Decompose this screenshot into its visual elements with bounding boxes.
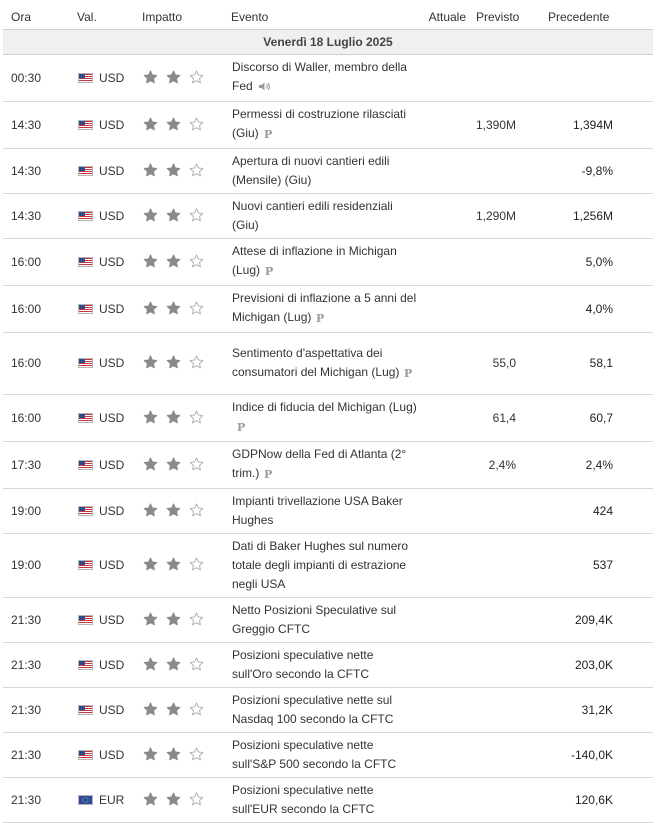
event-actual (417, 688, 476, 733)
event-impact (142, 395, 231, 442)
event-currency-cell (77, 598, 142, 643)
star-icon (189, 163, 204, 177)
event-currency-cell (77, 239, 142, 286)
us-flag-icon (78, 506, 93, 516)
event-time: 00:30 (3, 55, 77, 102)
event-forecast (476, 149, 534, 194)
star-icon (166, 355, 181, 369)
event-impact (142, 333, 231, 395)
star-icon (189, 503, 204, 517)
event-currency-cell (77, 333, 142, 395)
event-name-cell[interactable] (231, 194, 417, 239)
event-forecast: 61,4 (476, 395, 534, 442)
star-icon (189, 457, 204, 471)
event-currency-cell (77, 534, 142, 598)
event-currency-cell (77, 286, 142, 333)
header-previsto[interactable]: Previsto (476, 5, 534, 30)
event-name-cell[interactable] (231, 778, 417, 823)
event-currency-cell (77, 149, 142, 194)
star-icon (166, 557, 181, 571)
star-icon (143, 702, 158, 716)
event-impact (142, 55, 231, 102)
event-actual (417, 395, 476, 442)
us-flag-icon (78, 257, 93, 267)
event-name-cell[interactable] (231, 442, 417, 489)
event-time: 16:00 (3, 333, 77, 395)
event-actual (417, 534, 476, 598)
event-time: 14:30 (3, 149, 77, 194)
us-flag-icon (78, 460, 93, 470)
star-icon (143, 301, 158, 315)
event-name[interactable]: Attese di inflazione in Michigan (Lug) (232, 244, 397, 277)
us-flag-icon (78, 73, 93, 83)
event-forecast (476, 55, 534, 102)
event-currency: USD (99, 657, 125, 672)
event-currency: USD (99, 163, 125, 178)
event-row[interactable] (3, 643, 653, 688)
svg-text:P: P (404, 366, 413, 378)
star-icon (189, 410, 204, 424)
event-time: 16:00 (3, 395, 77, 442)
preliminary-p-icon (264, 126, 273, 145)
event-currency: USD (99, 747, 125, 762)
event-currency: USD (99, 301, 125, 316)
event-forecast: 2,4% (476, 442, 534, 489)
event-time: 19:00 (3, 489, 77, 534)
star-icon (166, 163, 181, 177)
us-flag-icon (78, 660, 93, 670)
star-icon (166, 117, 181, 131)
event-forecast (476, 778, 534, 823)
svg-text:P: P (263, 128, 272, 139)
event-currency: EUR (99, 792, 125, 807)
event-previous: 1,256M (534, 194, 653, 239)
star-icon (166, 410, 181, 424)
event-currency: USD (99, 558, 125, 572)
event-previous: -9,8% (534, 149, 653, 194)
event-previous: 537 (534, 534, 653, 598)
us-flag-icon (78, 211, 93, 221)
event-currency-cell (77, 395, 142, 442)
star-icon (143, 557, 158, 571)
star-icon (143, 457, 158, 471)
event-impact (142, 442, 231, 489)
event-name[interactable]: Previsioni di inflazione a 5 anni del Michigan (Lug) (232, 291, 417, 324)
star-icon (189, 70, 204, 84)
event-actual (417, 102, 476, 149)
event-forecast (476, 733, 534, 778)
speaker-icon (258, 79, 271, 98)
us-flag-icon (78, 615, 93, 625)
event-currency-cell (77, 778, 142, 823)
event-actual (417, 149, 476, 194)
event-impact (142, 534, 231, 598)
event-actual (417, 333, 476, 395)
event-name-cell[interactable] (231, 333, 417, 395)
star-icon (166, 457, 181, 471)
event-time: 16:00 (3, 239, 77, 286)
star-icon (143, 657, 158, 671)
preliminary-p-icon (404, 365, 413, 384)
header-ora[interactable]: Ora (3, 5, 77, 30)
event-actual (417, 643, 476, 688)
event-impact (142, 733, 231, 778)
event-forecast: 1,390M (476, 102, 534, 149)
event-actual (417, 239, 476, 286)
star-icon (166, 657, 181, 671)
date-label: Venerdì 18 Luglio 2025 (3, 30, 653, 55)
event-impact (142, 598, 231, 643)
event-previous: 209,4K (534, 598, 653, 643)
us-flag-icon (78, 413, 93, 423)
event-name-cell[interactable] (231, 598, 417, 643)
event-row[interactable] (3, 733, 653, 778)
economic-calendar (3, 5, 653, 823)
event-name[interactable]: Posizioni speculative nette sull'Oro secondo la CFTC (232, 648, 374, 681)
event-row[interactable] (3, 442, 653, 489)
event-actual (417, 286, 476, 333)
event-name[interactable]: GDPNow della Fed di Atlanta (2° trim.) (232, 447, 407, 480)
event-currency-cell (77, 102, 142, 149)
event-name-cell[interactable] (231, 286, 417, 333)
event-name[interactable]: Posizioni speculative nette sul Nasdaq 100 secondo la CFTC (232, 693, 394, 726)
star-icon (166, 702, 181, 716)
event-impact (142, 286, 231, 333)
event-previous (534, 55, 653, 102)
star-icon (189, 557, 204, 571)
header-attuale[interactable]: Attuale (417, 5, 476, 30)
event-currency: USD (99, 356, 125, 370)
us-flag-icon (78, 120, 93, 130)
star-icon (166, 70, 181, 84)
star-icon (189, 208, 204, 222)
event-time: 21:30 (3, 643, 77, 688)
event-previous: 58,1 (534, 333, 653, 395)
preliminary-p-icon (264, 466, 273, 485)
svg-text:P: P (265, 265, 274, 276)
star-icon (166, 503, 181, 517)
event-name-cell[interactable] (231, 643, 417, 688)
preliminary-p-icon (316, 310, 325, 329)
event-name-cell[interactable] (231, 395, 417, 442)
event-forecast: 1,290M (476, 194, 534, 239)
star-icon (166, 208, 181, 222)
eu-flag-icon (78, 795, 93, 805)
header-precedente[interactable]: Precedente (534, 5, 653, 30)
event-name-cell[interactable] (231, 489, 417, 534)
event-name-cell[interactable] (231, 688, 417, 733)
event-time: 21:30 (3, 778, 77, 823)
star-icon (143, 410, 158, 424)
event-row[interactable] (3, 598, 653, 643)
event-actual (417, 55, 476, 102)
event-impact (142, 643, 231, 688)
event-currency: USD (99, 254, 125, 269)
star-icon (143, 792, 158, 806)
event-actual (417, 442, 476, 489)
star-icon (189, 117, 204, 131)
event-name-cell[interactable] (231, 55, 417, 102)
event-row[interactable] (3, 55, 653, 102)
event-name[interactable]: Indice di fiducia del Michigan (Lug) (232, 400, 417, 414)
event-actual (417, 489, 476, 534)
event-name-cell[interactable] (231, 534, 417, 598)
event-actual (417, 598, 476, 643)
event-name-cell[interactable] (231, 102, 417, 149)
event-row[interactable] (3, 149, 653, 194)
svg-text:P: P (316, 312, 325, 323)
event-name[interactable]: Discorso di Waller, membro della Fed (232, 60, 407, 93)
event-forecast (476, 598, 534, 643)
event-currency-cell (77, 442, 142, 489)
us-flag-icon (78, 560, 93, 570)
date-row (3, 30, 653, 55)
event-currency: USD (99, 70, 125, 85)
event-name[interactable]: Nuovi cantieri edili residenziali (Giu) (232, 199, 393, 232)
event-forecast: 55,0 (476, 333, 534, 395)
event-currency: USD (99, 612, 125, 627)
event-time: 21:30 (3, 733, 77, 778)
event-previous: -140,0K (534, 733, 653, 778)
star-icon (189, 612, 204, 626)
event-currency: USD (99, 702, 125, 717)
event-name[interactable]: Dati di Baker Hughes sul numero totale degli impianti di estrazione negli USA (232, 539, 409, 591)
event-actual (417, 733, 476, 778)
event-time: 14:30 (3, 102, 77, 149)
event-currency-cell (77, 489, 142, 534)
event-actual (417, 778, 476, 823)
calendar-table (3, 5, 653, 823)
event-previous: 203,0K (534, 643, 653, 688)
event-impact (142, 239, 231, 286)
event-currency: USD (99, 503, 125, 518)
header-impatto[interactable]: Impatto (142, 5, 231, 30)
event-currency-cell (77, 733, 142, 778)
preliminary-p-icon (237, 419, 246, 438)
star-icon (143, 747, 158, 761)
event-currency: USD (99, 410, 125, 425)
event-name-cell[interactable] (231, 239, 417, 286)
event-name[interactable]: Permessi di costruzione rilasciati (Giu) (232, 107, 407, 140)
event-currency: USD (99, 457, 125, 472)
event-time: 17:30 (3, 442, 77, 489)
event-time: 21:30 (3, 688, 77, 733)
event-currency-cell (77, 688, 142, 733)
event-row[interactable] (3, 194, 653, 239)
event-time: 21:30 (3, 598, 77, 643)
event-name[interactable]: Netto Posizioni Speculative sul Greggio CFTC (232, 603, 397, 636)
svg-text:P: P (237, 421, 246, 432)
star-icon (166, 612, 181, 626)
svg-text:P: P (264, 468, 273, 479)
star-icon (189, 747, 204, 761)
event-row[interactable] (3, 489, 653, 534)
event-impact (142, 102, 231, 149)
event-time: 14:30 (3, 194, 77, 239)
star-icon (143, 208, 158, 222)
event-currency: USD (99, 208, 125, 223)
event-impact (142, 778, 231, 823)
event-row[interactable] (3, 102, 653, 149)
star-icon (166, 254, 181, 268)
us-flag-icon (78, 304, 93, 314)
us-flag-icon (78, 705, 93, 715)
star-icon (166, 301, 181, 315)
us-flag-icon (78, 750, 93, 760)
star-icon (143, 612, 158, 626)
event-impact (142, 149, 231, 194)
star-icon (189, 254, 204, 268)
event-forecast (476, 489, 534, 534)
event-forecast (476, 534, 534, 598)
event-impact (142, 688, 231, 733)
event-name-cell[interactable] (231, 733, 417, 778)
event-name-cell[interactable] (231, 149, 417, 194)
event-name[interactable]: Sentimento d'aspettativa dei consumatori del Michigan (Lug) (232, 345, 400, 379)
event-previous: 120,6K (534, 778, 653, 823)
event-row[interactable] (3, 688, 653, 733)
event-previous: 31,2K (534, 688, 653, 733)
preliminary-p-icon (265, 263, 274, 282)
us-flag-icon (78, 358, 93, 368)
star-icon (143, 70, 158, 84)
star-icon (166, 747, 181, 761)
star-icon (189, 355, 204, 369)
event-currency-cell (77, 643, 142, 688)
event-forecast (476, 286, 534, 333)
event-previous: 4,0% (534, 286, 653, 333)
event-forecast (476, 643, 534, 688)
event-forecast (476, 239, 534, 286)
event-row[interactable] (3, 778, 653, 823)
event-row[interactable] (3, 286, 653, 333)
header-evento[interactable]: Evento (231, 5, 417, 30)
star-icon (189, 792, 204, 806)
star-icon (143, 355, 158, 369)
header-valuta[interactable]: Val. (77, 5, 142, 30)
star-icon (166, 792, 181, 806)
star-icon (189, 301, 204, 315)
star-icon (143, 254, 158, 268)
event-name[interactable]: Impianti trivellazione USA Baker Hughes (232, 494, 403, 527)
event-time: 16:00 (3, 286, 77, 333)
header-row (3, 5, 653, 30)
star-icon (143, 117, 158, 131)
event-impact (142, 489, 231, 534)
event-previous: 60,7 (534, 395, 653, 442)
event-previous: 1,394M (534, 102, 653, 149)
event-previous: 5,0% (534, 239, 653, 286)
event-currency: USD (99, 117, 125, 132)
event-row[interactable] (3, 239, 653, 286)
event-name[interactable]: Posizioni speculative nette sull'EUR secondo la CFTC (232, 783, 375, 816)
event-forecast (476, 688, 534, 733)
event-name[interactable]: Apertura di nuovi cantieri edili (Mensile) (Giu) (232, 154, 390, 187)
event-row[interactable] (3, 534, 653, 598)
us-flag-icon (78, 166, 93, 176)
event-currency-cell (77, 194, 142, 239)
event-previous: 2,4% (534, 442, 653, 489)
star-icon (189, 657, 204, 671)
event-row[interactable] (3, 333, 653, 395)
event-currency-cell (77, 55, 142, 102)
event-impact (142, 194, 231, 239)
event-name[interactable]: Posizioni speculative nette sull'S&P 500 secondo la CFTC (232, 738, 397, 771)
star-icon (189, 702, 204, 716)
event-previous: 424 (534, 489, 653, 534)
event-time: 19:00 (3, 534, 77, 598)
event-actual (417, 194, 476, 239)
star-icon (143, 163, 158, 177)
event-row[interactable] (3, 395, 653, 442)
star-icon (143, 503, 158, 517)
